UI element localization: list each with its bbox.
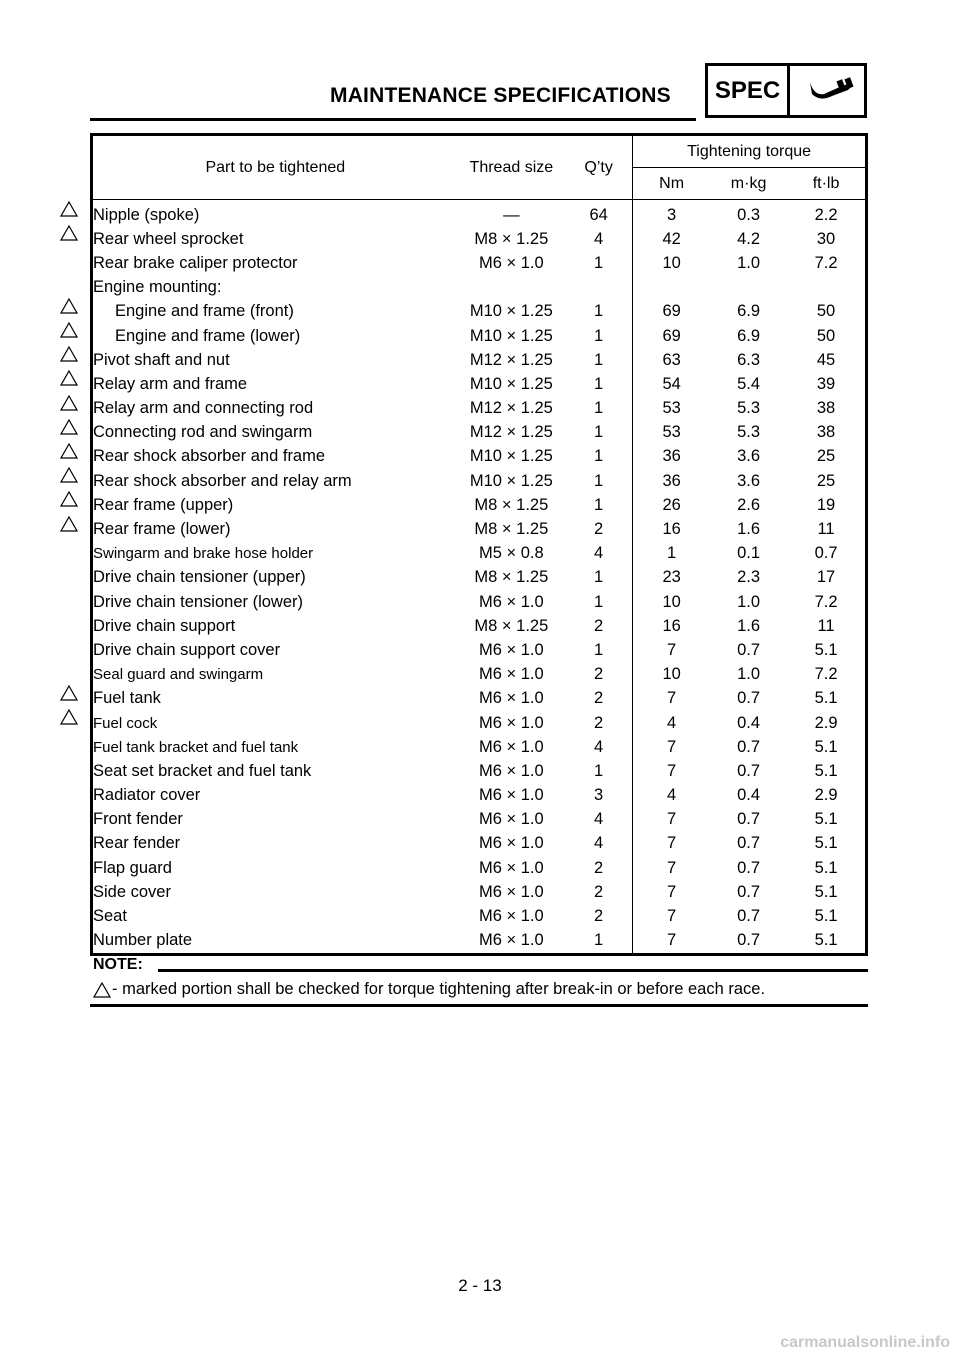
cell-thread: M10 × 1.25 [469, 326, 553, 345]
cell-mkg: 0.3 [737, 205, 761, 224]
table-row [92, 445, 867, 469]
cell-ftlb: 17 [816, 568, 836, 587]
table-row [92, 784, 867, 808]
cell-nm: 69 [633, 300, 710, 324]
spec-badge: SPEC [705, 63, 790, 118]
cell-part: Engine and frame (lower) [115, 326, 301, 345]
cell-part: Relay arm and frame [93, 374, 248, 393]
cell-thread: M10 × 1.25 [469, 302, 553, 321]
table-row [92, 251, 867, 275]
cell-ftlb: 11 [817, 616, 835, 635]
triangle-mark-icon [60, 395, 78, 411]
cell-nm: 10 [633, 590, 710, 614]
cell-qty: 2 [594, 882, 604, 901]
cell-qty: 4 [594, 544, 604, 563]
cell-part: Drive chain tensioner (lower) [93, 592, 303, 611]
note-body: - marked portion shall be checked for torque tightening after break-in or before each race. [112, 980, 766, 998]
cell-ftlb: 50 [816, 326, 836, 345]
table-row [92, 638, 867, 662]
triangle-mark-icon [60, 322, 78, 338]
cell-ftlb: 5.1 [814, 834, 838, 853]
table-row [92, 687, 867, 711]
cell-thread: M6 × 1.0 [479, 665, 544, 684]
cell-thread: M6 × 1.0 [479, 810, 544, 829]
cell-mkg: 3.6 [737, 447, 761, 466]
table-row [92, 324, 867, 348]
triangle-mark-icon [60, 201, 78, 217]
table-row [92, 759, 867, 783]
cell-qty: 2 [594, 907, 604, 926]
cell-nm: 7 [633, 929, 710, 955]
cell-ftlb: 5.1 [814, 640, 838, 659]
cell-nm: 16 [633, 614, 710, 638]
cell-nm: 69 [633, 324, 710, 348]
cell-mkg: 0.4 [737, 713, 761, 732]
note-bottom-rule [90, 1004, 868, 1007]
cell-thread: M12 × 1.25 [469, 399, 553, 418]
note-label: NOTE: [93, 956, 143, 973]
table-row [92, 663, 867, 687]
cell-qty [565, 276, 633, 300]
header-mkg: m·kg [710, 168, 787, 200]
cell-qty: 4 [594, 737, 604, 756]
cell-part: Radiator cover [93, 786, 201, 805]
table-row [92, 711, 867, 735]
cell-mkg: 0.7 [737, 640, 761, 659]
cell-nm: 42 [633, 227, 710, 251]
cell-thread: M8 × 1.25 [474, 229, 549, 248]
cell-qty: 1 [594, 447, 604, 466]
cell-thread: M6 × 1.0 [479, 834, 544, 853]
cell-nm: 7 [633, 904, 710, 928]
cell-ftlb: 25 [816, 447, 836, 466]
triangle-mark-icon [60, 709, 78, 725]
triangle-mark-icon [60, 419, 78, 435]
table-row [92, 808, 867, 832]
triangle-mark-icon [60, 370, 78, 386]
cell-part: Seat set bracket and fuel tank [93, 761, 312, 780]
cell-mkg: 0.4 [737, 786, 761, 805]
triangle-mark-icon [60, 491, 78, 507]
cell-part: Side cover [93, 882, 171, 901]
table-row [92, 276, 867, 300]
cell-mkg: 0.7 [737, 907, 761, 926]
triangle-mark-icon [60, 467, 78, 483]
cell-ftlb: 5.1 [814, 737, 838, 756]
cell-ftlb: 7.2 [814, 665, 838, 684]
cell-part: Seal guard and swingarm [93, 666, 264, 684]
cell-nm: 7 [633, 808, 710, 832]
cell-thread [458, 276, 565, 300]
triangle-mark-icon [60, 346, 78, 362]
watermark: carmanualsonline.info [780, 1334, 950, 1351]
cell-nm: 4 [633, 784, 710, 808]
cell-nm: 7 [633, 759, 710, 783]
table-row [92, 517, 867, 541]
cell-part: Relay arm and connecting rod [93, 399, 314, 418]
cell-part: Flap guard [93, 858, 172, 877]
note-text [93, 980, 765, 999]
cell-qty: 1 [594, 592, 604, 611]
cell-mkg: 6.3 [737, 350, 761, 369]
cell-mkg: 4.2 [737, 229, 761, 248]
cell-qty: 1 [594, 399, 604, 418]
cell-ftlb: 2.9 [814, 713, 838, 732]
cell-qty: 2 [594, 689, 604, 708]
cell-nm: 16 [633, 517, 710, 541]
cell-ftlb: 25 [816, 471, 836, 490]
cell-qty: 4 [594, 810, 604, 829]
table-row [92, 590, 867, 614]
cell-part: Rear shock absorber and frame [93, 447, 326, 466]
triangle-mark-icon [60, 225, 78, 241]
cell-ftlb: 7.2 [814, 592, 838, 611]
cell-part: Drive chain support [93, 616, 236, 635]
cell-part: Rear frame (lower) [93, 520, 231, 539]
cell-mkg: 5.3 [737, 399, 761, 418]
table-row [92, 493, 867, 517]
cell-mkg: 3.6 [737, 471, 761, 490]
cell-thread: M8 × 1.25 [474, 568, 549, 587]
cell-mkg: 0.7 [737, 761, 761, 780]
cell-ftlb: 5.1 [814, 761, 838, 780]
cell-ftlb: 7.2 [814, 253, 838, 272]
page-title: MAINTENANCE SPECIFICATIONS [330, 84, 671, 107]
cell-nm: 3 [633, 200, 710, 228]
cell-qty: 1 [594, 761, 604, 780]
cell-thread: M8 × 1.25 [474, 616, 549, 635]
cell-part: Drive chain support cover [93, 640, 281, 659]
cell-qty: 1 [594, 471, 604, 490]
cell-thread: — [503, 205, 520, 224]
header-qty: Q’ty [565, 135, 633, 200]
cell-mkg: 0.7 [737, 737, 761, 756]
cell-nm: 10 [633, 663, 710, 687]
table-row [92, 421, 867, 445]
cell-qty: 1 [594, 374, 604, 393]
spec-table-body [92, 200, 867, 955]
cell-ftlb: 38 [816, 423, 836, 442]
table-row [92, 735, 867, 759]
cell-qty: 1 [594, 302, 604, 321]
table-row [92, 469, 867, 493]
triangle-mark-icon [60, 516, 78, 532]
header-thread-size: Thread size [458, 135, 565, 200]
cell-thread: M8 × 1.25 [474, 520, 549, 539]
cell-thread: M6 × 1.0 [479, 858, 544, 877]
cell-qty: 2 [594, 665, 604, 684]
cell-nm: 54 [633, 372, 710, 396]
cell-part: Fuel tank [93, 689, 161, 708]
cell-mkg: 6.9 [737, 302, 761, 321]
cell-thread: M6 × 1.0 [479, 786, 544, 805]
cell-qty: 1 [594, 350, 604, 369]
cell-qty: 4 [594, 229, 604, 248]
cell-part: Nipple (spoke) [93, 205, 200, 224]
cell-qty: 1 [594, 931, 604, 950]
cell-qty: 2 [594, 713, 604, 732]
torque-spec-table [90, 133, 868, 956]
cell-nm: 7 [633, 638, 710, 662]
cell-nm: 53 [633, 397, 710, 421]
cell-mkg: 1.0 [737, 592, 761, 611]
cell-nm: 23 [633, 566, 710, 590]
cell-ftlb: 30 [816, 229, 836, 248]
table-row [92, 200, 867, 228]
header-tightening-torque: Tightening torque [633, 135, 867, 168]
cell-ftlb: 2.9 [814, 786, 838, 805]
cell-thread: M12 × 1.25 [469, 350, 553, 369]
cell-qty: 2 [594, 616, 604, 635]
cell-mkg: 1.0 [737, 253, 761, 272]
cell-part: Drive chain tensioner (upper) [93, 568, 306, 587]
cell-thread: M6 × 1.0 [479, 882, 544, 901]
cell-thread: M8 × 1.25 [474, 495, 549, 514]
cell-nm: 1 [633, 542, 710, 566]
cell-thread: M5 × 0.8 [479, 544, 544, 563]
cell-nm: 7 [633, 687, 710, 711]
cell-mkg: 1.6 [737, 520, 761, 539]
cell-ftlb: 5.1 [814, 907, 838, 926]
cell-nm: 63 [633, 348, 710, 372]
cell-mkg: 5.4 [737, 374, 761, 393]
table-row [92, 348, 867, 372]
cell-part: Rear frame (upper) [93, 495, 234, 514]
cell-thread: M6 × 1.0 [479, 592, 544, 611]
cell-mkg [710, 276, 787, 300]
cell-nm: 26 [633, 493, 710, 517]
cell-mkg: 1.0 [737, 665, 761, 684]
table-row [92, 372, 867, 396]
table-row [92, 880, 867, 904]
cell-nm: 4 [633, 711, 710, 735]
cell-nm: 7 [633, 735, 710, 759]
cell-thread: M6 × 1.0 [479, 253, 544, 272]
cell-ftlb: 0.7 [814, 544, 838, 563]
cell-part: Rear fender [93, 834, 181, 853]
cell-qty: 3 [594, 786, 604, 805]
cell-nm: 36 [633, 445, 710, 469]
cell-qty: 4 [594, 834, 604, 853]
cell-ftlb: 5.1 [814, 689, 838, 708]
cell-part: Connecting rod and swingarm [93, 423, 313, 442]
cell-part: Front fender [93, 810, 183, 829]
cell-mkg: 2.6 [737, 495, 761, 514]
cell-qty: 2 [594, 520, 604, 539]
cell-thread: M6 × 1.0 [479, 761, 544, 780]
cell-ftlb: 2.2 [814, 205, 838, 224]
cell-ftlb: 11 [817, 520, 835, 539]
cell-mkg: 0.7 [737, 834, 761, 853]
cell-nm: 10 [633, 251, 710, 275]
cell-thread: M10 × 1.25 [469, 447, 553, 466]
cell-thread: M6 × 1.0 [479, 737, 544, 756]
wrench-icon-box [787, 63, 867, 118]
cell-qty: 1 [594, 495, 604, 514]
cell-mkg: 6.9 [737, 326, 761, 345]
cell-qty: 2 [594, 858, 604, 877]
cell-thread: M6 × 1.0 [479, 640, 544, 659]
table-row [92, 832, 867, 856]
cell-part: Number plate [93, 931, 193, 950]
cell-mkg: 0.7 [737, 858, 761, 877]
cell-ftlb: 5.1 [814, 882, 838, 901]
cell-ftlb [787, 276, 866, 300]
cell-ftlb: 39 [816, 374, 836, 393]
cell-part: Rear shock absorber and relay arm [93, 471, 352, 490]
cell-mkg: 1.6 [737, 616, 761, 635]
cell-part: Seat [93, 907, 127, 926]
cell-qty: 1 [594, 253, 604, 272]
cell-mkg: 0.7 [737, 882, 761, 901]
cell-mkg: 0.1 [737, 544, 761, 563]
triangle-mark-icon [93, 982, 111, 998]
table-row [92, 904, 867, 928]
header-nm: Nm [633, 168, 710, 200]
cell-mkg: 2.3 [737, 568, 761, 587]
cell-ftlb: 19 [816, 495, 836, 514]
cell-nm: 53 [633, 421, 710, 445]
cell-thread: M6 × 1.0 [479, 907, 544, 926]
cell-thread: M6 × 1.0 [479, 931, 544, 950]
cell-nm: 7 [633, 832, 710, 856]
cell-ftlb: 38 [816, 399, 836, 418]
header-rule [90, 118, 696, 121]
table-row [92, 566, 867, 590]
cell-qty: 1 [594, 568, 604, 587]
cell-qty: 64 [589, 205, 608, 224]
note-rule [158, 969, 868, 972]
wrench-icon [802, 76, 858, 108]
cell-part: Pivot shaft and nut [93, 350, 230, 369]
cell-part: Rear wheel sprocket [93, 229, 244, 248]
table-row [92, 614, 867, 638]
cell-ftlb: 5.1 [814, 931, 838, 950]
header-ftlb: ft·lb [787, 168, 866, 200]
cell-thread: M12 × 1.25 [469, 423, 553, 442]
table-row [92, 542, 867, 566]
table-row [92, 929, 867, 955]
cell-part: Engine mounting: [93, 278, 222, 297]
cell-nm: 7 [633, 880, 710, 904]
cell-nm [633, 276, 710, 300]
cell-part: Fuel cock [93, 714, 158, 732]
cell-mkg: 5.3 [737, 423, 761, 442]
cell-ftlb: 50 [816, 302, 836, 321]
cell-part: Engine and frame (front) [115, 302, 294, 321]
cell-mkg: 0.7 [737, 931, 761, 950]
cell-part: Rear brake caliper protector [93, 253, 298, 272]
cell-thread: M10 × 1.25 [469, 471, 553, 490]
cell-ftlb: 5.1 [814, 858, 838, 877]
cell-qty: 1 [594, 640, 604, 659]
cell-mkg: 0.7 [737, 810, 761, 829]
page-number: 2 - 13 [458, 1276, 502, 1295]
cell-ftlb: 5.1 [814, 810, 838, 829]
cell-mkg: 0.7 [737, 689, 761, 708]
cell-qty: 1 [594, 326, 604, 345]
cell-thread: M10 × 1.25 [469, 374, 553, 393]
triangle-mark-icon [60, 298, 78, 314]
table-row [92, 227, 867, 251]
table-row [92, 300, 867, 324]
cell-thread: M6 × 1.0 [479, 713, 544, 732]
cell-nm: 7 [633, 856, 710, 880]
cell-ftlb: 45 [816, 350, 836, 369]
triangle-mark-icon [60, 685, 78, 701]
cell-part: Fuel tank bracket and fuel tank [93, 738, 299, 756]
cell-nm: 36 [633, 469, 710, 493]
triangle-mark-icon [60, 443, 78, 459]
table-row [92, 397, 867, 421]
cell-part: Swingarm and brake hose holder [93, 545, 314, 563]
table-row [92, 856, 867, 880]
header-part: Part to be tightened [92, 135, 458, 200]
cell-thread: M6 × 1.0 [479, 689, 544, 708]
cell-qty: 1 [594, 423, 604, 442]
